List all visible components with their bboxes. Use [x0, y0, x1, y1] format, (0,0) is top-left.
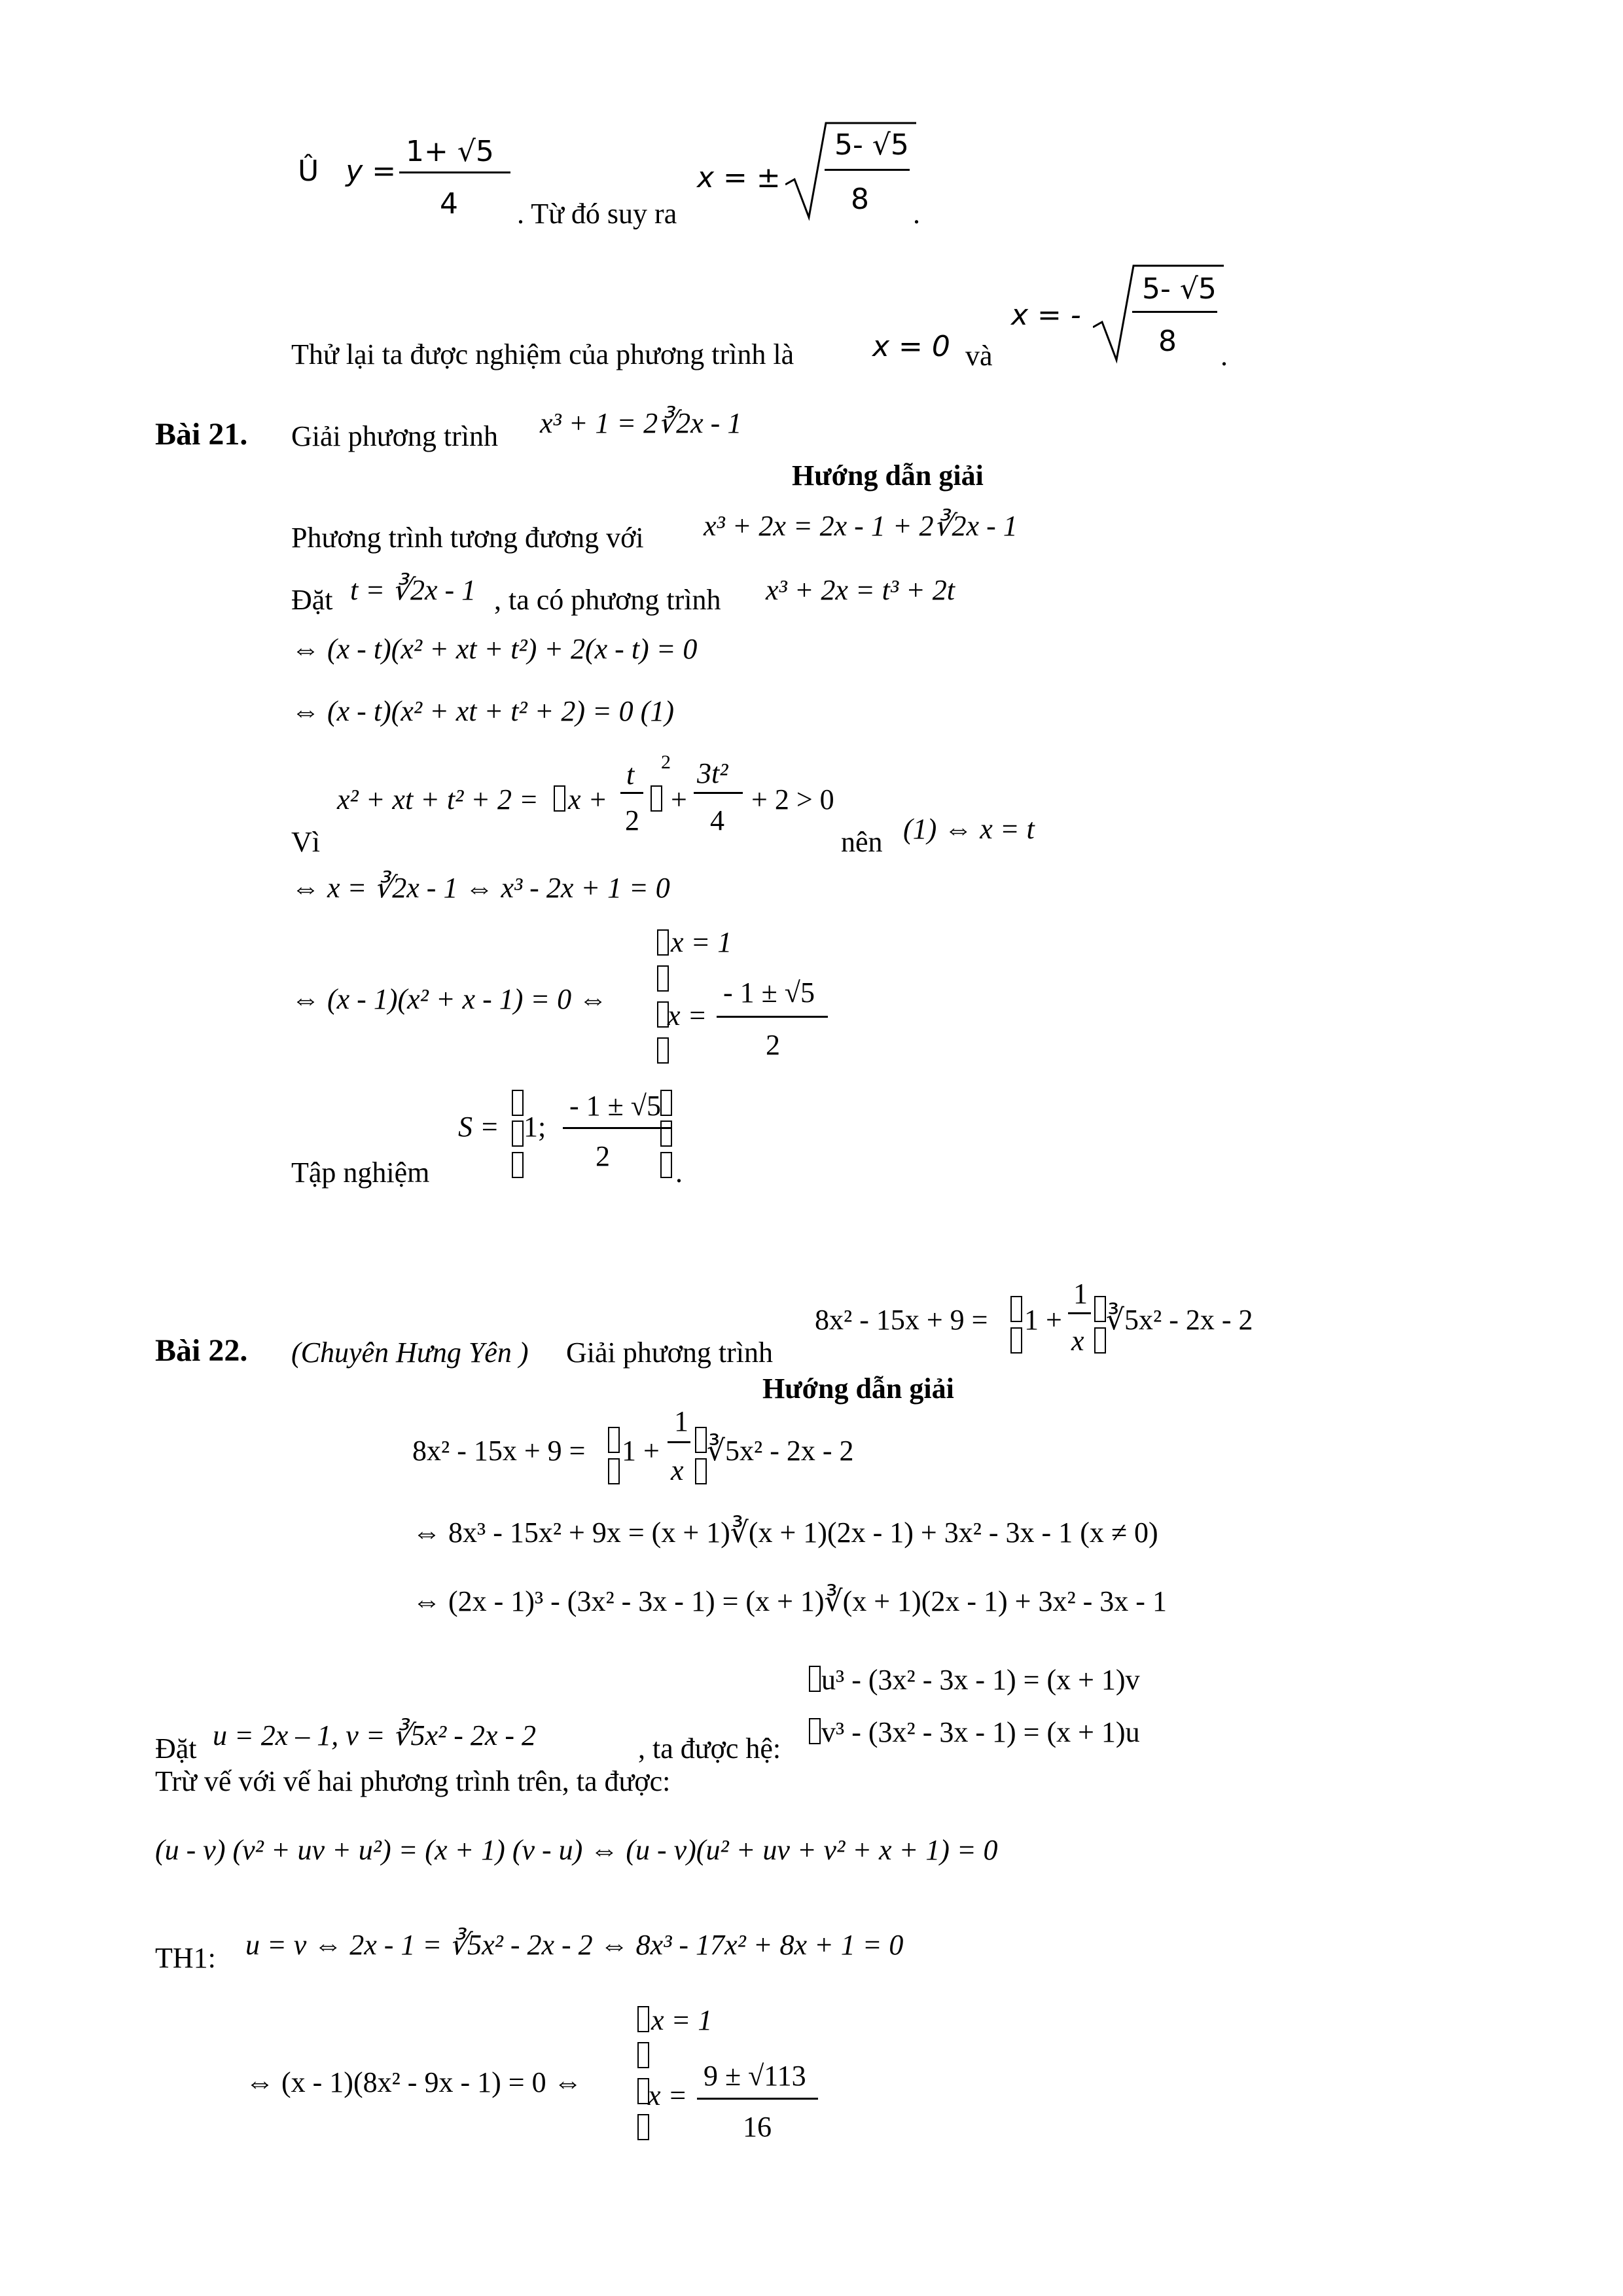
fraction-den: 8: [851, 183, 869, 216]
fraction-den: 4: [440, 187, 458, 221]
fraction-bar: [697, 2098, 818, 2100]
equation-text: y =: [346, 154, 397, 188]
exercise-title: Bài 21.: [155, 417, 248, 452]
equation-text: +: [671, 783, 687, 816]
missing-glyph-box: [512, 1090, 524, 1116]
body-text: Thử lại ta được nghiệm của phương trình là: [291, 338, 794, 370]
case-1: x = 1: [651, 2004, 713, 2036]
period: .: [1221, 340, 1228, 372]
case-1: x = 1: [671, 926, 732, 958]
fraction-num: 5- √5: [834, 128, 909, 162]
fraction-den: x: [1071, 1325, 1084, 1357]
body-text: và: [965, 340, 993, 372]
fraction-num: 3t²: [697, 757, 728, 789]
body-text: . Từ đó suy ra: [517, 198, 677, 230]
fraction-den: 2: [766, 1029, 780, 1061]
fraction-den: 4: [710, 804, 724, 836]
missing-glyph-box: [608, 1458, 620, 1484]
case-label: TH1:: [155, 1942, 216, 1974]
equation-text: ∛5x² - 2x - 2: [1106, 1304, 1253, 1336]
fraction-bar: [1068, 1312, 1091, 1314]
case-2: x =: [668, 999, 707, 1031]
fraction-den: 16: [743, 2111, 772, 2143]
missing-glyph-box: [637, 2006, 649, 2032]
equation-step: (u - v) (v² + uv + u²) = (x + 1) (v - u) ⇔ (u - v)(u² + uv + v² + x + 1) = 0: [155, 1834, 998, 1866]
equation-text: ∛5x² - 2x - 2: [707, 1435, 854, 1467]
equation-text: x² + xt + t² + 2 =: [337, 783, 539, 816]
equation-text: + 2 > 0: [751, 783, 834, 816]
missing-glyph-box: [657, 1037, 669, 1064]
guide-heading: Hướng dẫn giải: [792, 459, 984, 492]
body-text: Trừ vế với vế hai phương trình trên, ta được:: [155, 1765, 671, 1797]
equation-text: 1 +: [622, 1435, 660, 1467]
equation-step: ⇔ x = ∛2x - 1 ⇔ x³ - 2x + 1 = 0: [291, 872, 670, 904]
exercise-source: (Chuyên Hưng Yên ): [291, 1336, 529, 1369]
missing-glyph-box: [512, 1121, 524, 1147]
equation-text: S =: [458, 1111, 499, 1143]
equation-text: x = ±: [697, 161, 781, 194]
missing-glyph-box: [554, 785, 565, 812]
equation-text: x = 0: [872, 330, 950, 363]
solution-line-y: [298, 154, 397, 188]
equation-step: ⇔ (x - 1)(8x² - 9x - 1) = 0 ⇔: [245, 2066, 582, 2098]
missing-glyph-box: [660, 1121, 672, 1147]
body-text: Tập nghiệm: [291, 1157, 430, 1189]
equation-step: ⇔ (x - 1)(x² + x - 1) = 0 ⇔: [291, 983, 608, 1015]
equation-text: u = 2x – 1, v = ∛5x² - 2x - 2: [213, 1719, 537, 1751]
equation-text: x³ + 2x = 2x - 1 + 2∛2x - 1: [704, 510, 1018, 542]
body-text: Đặt: [291, 584, 333, 616]
equation-step: ⇔ (x - t)(x² + xt + t²) + 2(x - t) = 0: [291, 633, 698, 665]
equation-text: 1;: [524, 1111, 546, 1143]
missing-glyph-box: [651, 785, 662, 812]
equation-step: ⇔ (2x - 1)³ - (3x² - 3x - 1) = (x + 1)∛(x + 1)(2x - 1) + 3x² - 3x - 1: [412, 1585, 1167, 1617]
fraction-bar: [399, 171, 510, 173]
equation-text: x³ + 1 = 2∛2x - 1: [540, 407, 742, 439]
equation-text: 1 +: [1024, 1304, 1062, 1336]
missing-glyph-box: [809, 1718, 821, 1744]
body-text: Phương trình tương đương với: [291, 522, 644, 554]
period: .: [913, 198, 920, 230]
fraction-num: 9 ± √113: [704, 2060, 806, 2092]
body-text: , ta được hệ:: [638, 1732, 781, 1765]
exponent: 2: [661, 751, 671, 773]
fraction-num: - 1 ± √5: [569, 1090, 661, 1122]
case-2: x =: [648, 2079, 688, 2111]
guide-heading: Hướng dẫn giải: [762, 1372, 954, 1405]
missing-glyph-box: [695, 1427, 707, 1453]
fraction-bar: [620, 792, 643, 794]
exercise-title: Bài 22.: [155, 1333, 248, 1368]
system-equation-1: u³ - (3x² - 3x - 1) = (x + 1)v: [821, 1664, 1140, 1696]
equation-text: x +: [568, 783, 608, 816]
body-text: Đặt: [155, 1732, 197, 1765]
missing-glyph-box: [657, 965, 669, 992]
body-text: , ta có phương trình: [494, 584, 721, 616]
missing-glyph-box: [637, 2114, 649, 2140]
fraction-den: x: [671, 1454, 684, 1486]
fraction-bar: [668, 1441, 690, 1443]
fraction-den: 2: [596, 1140, 610, 1172]
missing-glyph-box: [608, 1427, 620, 1453]
system-equation-2: v³ - (3x² - 3x - 1) = (x + 1)u: [821, 1716, 1140, 1748]
exercise-prompt: Giải phương trình: [566, 1336, 773, 1369]
symbol-glyph: Û: [298, 154, 319, 188]
fraction-num: 1: [1073, 1278, 1088, 1310]
fraction-den: 8: [1158, 325, 1177, 358]
equation-text: 8x² - 15x + 9 =: [815, 1304, 988, 1336]
fraction-num: - 1 ± √5: [723, 977, 815, 1009]
fraction-num: 5- √5: [1142, 272, 1217, 306]
body-text: Vì: [291, 826, 320, 858]
fraction-bar: [694, 792, 743, 794]
missing-glyph-box: [1094, 1327, 1106, 1354]
fraction-num: t: [626, 759, 635, 791]
fraction-num: 1+ √5: [406, 135, 494, 168]
missing-glyph-box: [660, 1152, 672, 1178]
missing-glyph-box: [695, 1458, 707, 1484]
missing-glyph-box: [1010, 1296, 1022, 1322]
equation-text: (1) ⇔ x = t: [903, 813, 1035, 845]
exercise-prompt: Giải phương trình: [291, 420, 498, 452]
period: .: [675, 1157, 683, 1189]
missing-glyph-box: [657, 929, 669, 956]
missing-glyph-box: [637, 2042, 649, 2068]
equation-step: ⇔ 8x³ - 15x² + 9x = (x + 1)∛(x + 1)(2x - 1) + 3x² - 3x - 1 (x ≠ 0): [412, 1516, 1158, 1549]
missing-glyph-box: [1010, 1327, 1022, 1354]
equation-text: x³ + 2x = t³ + 2t: [766, 574, 955, 606]
equation-step: ⇔ (x - t)(x² + xt + t² + 2) = 0 (1): [291, 695, 674, 727]
missing-glyph-box: [809, 1666, 821, 1692]
fraction-bar: [717, 1016, 828, 1018]
missing-glyph-box: [1094, 1296, 1106, 1322]
equation-step: u = v ⇔ 2x - 1 = ∛5x² - 2x - 2 ⇔ 8x³ - 17x² + 8x + 1 = 0: [245, 1929, 904, 1961]
fraction-num: 1: [674, 1405, 688, 1437]
body-text: nên: [841, 826, 883, 858]
fraction-bar: [1132, 311, 1217, 313]
fraction-bar: [825, 169, 910, 171]
fraction-bar: [563, 1127, 671, 1129]
equation-text: 8x² - 15x + 9 =: [412, 1435, 586, 1467]
fraction-den: 2: [625, 804, 639, 836]
equation-text: t = ∛2x - 1: [350, 574, 476, 606]
equation-text: x = -: [1011, 298, 1081, 332]
missing-glyph-box: [660, 1090, 672, 1116]
missing-glyph-box: [512, 1152, 524, 1178]
